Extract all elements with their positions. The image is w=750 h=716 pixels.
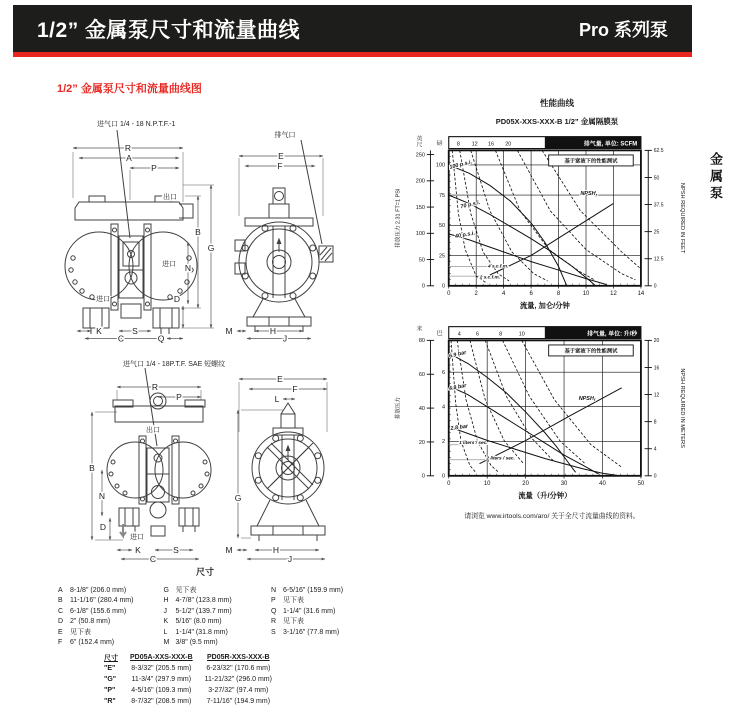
curve-label: 4.8 bar xyxy=(448,382,468,393)
diagram-label: R xyxy=(151,381,159,392)
diagram-label: A xyxy=(126,152,132,163)
svg-text:200: 200 xyxy=(415,178,425,185)
chart-subtitle: PD05X-XXS-XXX-B 1/2” 金属隔膜泵 xyxy=(495,117,619,126)
diagram-label: E xyxy=(277,373,283,384)
diagram-label: N xyxy=(184,262,192,273)
svg-text:8: 8 xyxy=(456,141,460,148)
series-2 L/s xyxy=(457,340,499,472)
diagram-label: F xyxy=(277,160,283,171)
diagram-label: M xyxy=(225,325,233,336)
chart-note: 基于富液下的性能测试 xyxy=(564,348,618,355)
model-table-row: "G" 11-3/4" (297.9 mm) 11-21/32" (296.0 mm) xyxy=(104,676,272,683)
svg-text:150: 150 xyxy=(415,204,425,211)
diagram-label: H xyxy=(272,544,280,555)
diagram-label: L xyxy=(274,393,280,404)
diagram-label: S xyxy=(173,544,179,555)
diagram-label: C xyxy=(117,333,125,344)
svg-text:2: 2 xyxy=(442,439,446,446)
diagram-label: S xyxy=(132,325,138,336)
svg-text:20: 20 xyxy=(653,338,660,345)
svg-text:0: 0 xyxy=(653,283,657,290)
svg-text:14: 14 xyxy=(637,290,645,297)
curve-label: 2 liters / sec. xyxy=(486,456,515,462)
side-view xyxy=(251,403,325,541)
svg-text:米: 米 xyxy=(416,326,423,333)
svg-text:8: 8 xyxy=(499,331,503,338)
header-bar xyxy=(13,5,692,52)
curve-label: $NPSH_r$ xyxy=(578,395,596,403)
series-6.9 bar xyxy=(449,353,576,472)
diagram-label: R xyxy=(124,142,132,153)
svg-text:40: 40 xyxy=(599,480,606,487)
svg-text:50: 50 xyxy=(438,223,446,230)
diagram-label: E xyxy=(278,150,284,161)
diagram-label: G xyxy=(207,242,215,253)
dimension-item: M 3/8" (9.5 mm) xyxy=(163,639,218,647)
diagram-label: Q xyxy=(157,333,165,344)
svg-text:12.5: 12.5 xyxy=(653,256,664,263)
diagram-label: 进气口 1/4 - 18P.T.F. SAE 短螺纹 xyxy=(123,361,226,368)
diagram-label: G xyxy=(234,492,242,503)
dimensions-list xyxy=(58,586,388,648)
dimension-item: G 见下表 xyxy=(163,587,197,594)
series-4.8 bar xyxy=(449,386,599,474)
curve-label: 2.8 bar xyxy=(450,423,469,433)
diagram-label: N xyxy=(98,490,106,501)
dimension-item: P 见下表 xyxy=(271,597,305,605)
left-axis-label: 排放压力 xyxy=(395,397,402,420)
dimension-item: L 1-1/4" (31.8 mm) xyxy=(163,628,228,636)
svg-text:8: 8 xyxy=(556,290,561,297)
svg-text:20: 20 xyxy=(418,439,425,446)
pump-drawing-sae xyxy=(33,340,387,580)
svg-text:0: 0 xyxy=(442,283,446,290)
svg-text:0: 0 xyxy=(653,473,657,480)
svg-text:巴: 巴 xyxy=(436,330,443,337)
svg-text:4: 4 xyxy=(653,446,657,453)
flow-curve-metric xyxy=(392,322,694,507)
svg-text:0: 0 xyxy=(421,473,425,480)
left-axis-label: 排放压力 2.31 FT=1 PSI xyxy=(395,188,402,248)
diagram-label: B xyxy=(89,462,95,473)
svg-text:20: 20 xyxy=(505,141,512,148)
curve-label: 40 p.s.i. xyxy=(454,230,476,240)
series-NPSHr xyxy=(490,203,614,275)
diagram-label: 进口 xyxy=(96,296,110,303)
diagram-label: 进气口 1/4 - 18 N.P.T.F.-1 xyxy=(97,121,176,128)
diagram-label: H xyxy=(269,325,277,336)
curve-label: 6.9 bar xyxy=(448,349,468,360)
diagram-label: 进口 xyxy=(130,534,144,541)
series-10 L/s xyxy=(522,340,622,467)
diagram-label: 出口 xyxy=(146,427,160,434)
svg-text:0: 0 xyxy=(421,283,425,290)
series-label: Pro 系列泵 xyxy=(578,19,668,40)
series-16 SCFM xyxy=(517,150,635,279)
diagram-label: 出口 xyxy=(163,194,177,201)
series-2.8 bar xyxy=(449,427,618,476)
dimensions-title: 尺寸 xyxy=(195,567,214,577)
metal-pump-sidebar-label: 金属泵 xyxy=(708,152,723,203)
diagram-label: D xyxy=(173,294,181,304)
curve-label: 100 p.s.i. xyxy=(448,159,473,171)
dimension-item: F 6" (152.4 mm) xyxy=(58,639,115,647)
footnote: 请浏览 www.irtools.com/aro/ 关于全尺寸流量曲线的资料。 xyxy=(464,513,640,520)
diagram-label: 进口 xyxy=(162,261,176,268)
accent-line xyxy=(13,52,692,57)
diagram-label: B xyxy=(195,226,201,237)
svg-text:英尺: 英尺 xyxy=(416,136,423,149)
svg-text:62.5: 62.5 xyxy=(653,148,664,155)
right-axis-label: NPSH REQUIRED IN FEET xyxy=(679,182,686,254)
svg-text:0: 0 xyxy=(442,473,446,480)
x-axis-label: 流量, 加仑/分钟 xyxy=(519,300,570,310)
chart-note: 基于富液下的性能测试 xyxy=(564,158,618,165)
svg-text:10: 10 xyxy=(518,331,525,338)
pump-drawing-nptf xyxy=(33,110,387,344)
svg-text:80: 80 xyxy=(418,338,425,345)
svg-text:100: 100 xyxy=(435,162,446,169)
model-table-row: "R" 8-7/32" (208.5 mm) 7-11/16" (194.9 mm) xyxy=(104,698,271,705)
dimension-item: E 见下表 xyxy=(58,628,91,636)
series-12 SCFM xyxy=(495,150,594,279)
side-view xyxy=(235,140,333,332)
svg-text:40: 40 xyxy=(418,405,425,412)
diagram-label: M xyxy=(225,544,233,555)
diagram-label: 排气口 xyxy=(274,132,296,139)
performance-section xyxy=(392,97,694,520)
dimension-item: B 11-1/16" (280.4 mm) xyxy=(58,597,134,605)
series-4 SCFM xyxy=(460,150,509,281)
diagram-label: F xyxy=(292,383,298,394)
diagram-label: D xyxy=(99,522,107,532)
svg-text:6: 6 xyxy=(529,290,533,297)
svg-text:16: 16 xyxy=(487,141,495,148)
dimension-item: J 5-1/2" (139.7 mm) xyxy=(163,607,232,615)
dimension-item: A 8-1/8" (206.0 mm) xyxy=(58,587,127,594)
svg-text:25: 25 xyxy=(438,253,446,260)
section-subtitle: 1/2” 金属泵尺寸和流量曲线图 xyxy=(57,83,202,95)
svg-text:12: 12 xyxy=(653,392,660,399)
svg-text:12: 12 xyxy=(471,141,478,148)
model-table-row: "P" 4-5/16" (109.3 mm) 3-27/32" (97.4 mm) xyxy=(104,687,269,694)
diagram-label: P xyxy=(151,162,157,173)
dimension-item: N 6-5/16" (159.9 mm) xyxy=(271,587,344,594)
curve-label: 2 s.c.f.m. xyxy=(479,275,501,281)
dimension-item: K 5/16" (8.0 mm) xyxy=(163,618,222,626)
svg-text:4: 4 xyxy=(442,404,446,411)
svg-text:8: 8 xyxy=(653,419,657,426)
curve-label: $NPSH_r$ xyxy=(580,191,598,198)
svg-text:50: 50 xyxy=(653,175,660,182)
svg-text:20: 20 xyxy=(522,480,529,487)
diagram-label: P xyxy=(176,391,182,402)
svg-text:4: 4 xyxy=(501,290,506,297)
svg-text:50: 50 xyxy=(418,257,425,264)
svg-text:75: 75 xyxy=(438,192,446,199)
x-axis-label: 流量（升/分钟） xyxy=(518,490,572,500)
series-2 SCFM xyxy=(452,150,487,283)
dimension-item: Q 1-1/4" (31.6 mm) xyxy=(271,607,336,615)
svg-text:2: 2 xyxy=(474,290,478,297)
diagram-label: J xyxy=(282,333,288,344)
diagram-label: C xyxy=(149,553,157,564)
svg-text:12: 12 xyxy=(610,290,617,297)
series-40 p.s.i. xyxy=(449,234,607,285)
svg-text:37.5: 37.5 xyxy=(653,202,664,209)
curve-label: 1 liters / sec. xyxy=(459,440,488,446)
curve-label: 4 s.c.f.m. xyxy=(487,264,509,270)
svg-text:60: 60 xyxy=(418,372,425,379)
svg-text:0: 0 xyxy=(447,480,451,487)
page-title: 1/2” 金属泵尺寸和流量曲线 xyxy=(37,18,301,42)
svg-text:30: 30 xyxy=(560,480,568,487)
model-table-header: 尺寸 PD05A-XXS-XXX-B PD05R-XXS-XXX-B xyxy=(104,654,270,662)
svg-text:磅: 磅 xyxy=(436,140,443,147)
model-table-row: "E" 8-3/32" (205.5 mm) 6-23/32" (170.6 mm) xyxy=(104,665,271,672)
front-view xyxy=(107,368,211,536)
diagram-label: J xyxy=(287,553,293,564)
right-axis-label: NPSH REQUIRED IN METERS xyxy=(679,368,686,448)
curve-label: 70 p.s.i. xyxy=(459,199,481,211)
svg-text:250: 250 xyxy=(415,152,425,159)
svg-text:排气量, 单位: 升/秒: 排气量, 单位: 升/秒 xyxy=(587,331,638,338)
svg-text:0: 0 xyxy=(447,290,451,297)
svg-text:4: 4 xyxy=(457,331,461,338)
svg-text:100: 100 xyxy=(415,231,425,238)
series-NPSHr xyxy=(479,388,621,464)
svg-text:6: 6 xyxy=(476,331,480,338)
series-1 L/s xyxy=(451,340,476,472)
chart-title: 性能曲线 xyxy=(539,98,574,108)
dimension-item: C 6-1/8" (155.6 mm) xyxy=(58,607,127,615)
svg-text:16: 16 xyxy=(653,365,660,372)
svg-text:排气量, 单位: SCFM: 排气量, 单位: SCFM xyxy=(583,141,638,148)
flow-curve-imperial xyxy=(392,132,694,317)
svg-text:25: 25 xyxy=(653,229,660,236)
diagram-label: K xyxy=(96,326,102,336)
dimension-item: D 2" (50.8 mm) xyxy=(58,618,111,626)
dimension-item: H 4-7/8" (123.8 mm) xyxy=(163,597,232,605)
dimension-item: R 见下表 xyxy=(271,618,305,626)
dimension-item: S 3-1/16" (77.8 mm) xyxy=(271,628,340,636)
svg-text:10: 10 xyxy=(582,290,590,297)
series-8 SCFM xyxy=(471,150,548,281)
diagram-label: K xyxy=(135,544,141,555)
svg-text:6: 6 xyxy=(442,369,446,376)
svg-text:50: 50 xyxy=(637,480,645,487)
series-20 SCFM xyxy=(542,150,641,269)
model-dimensions-table xyxy=(98,652,278,707)
svg-text:10: 10 xyxy=(483,480,491,487)
